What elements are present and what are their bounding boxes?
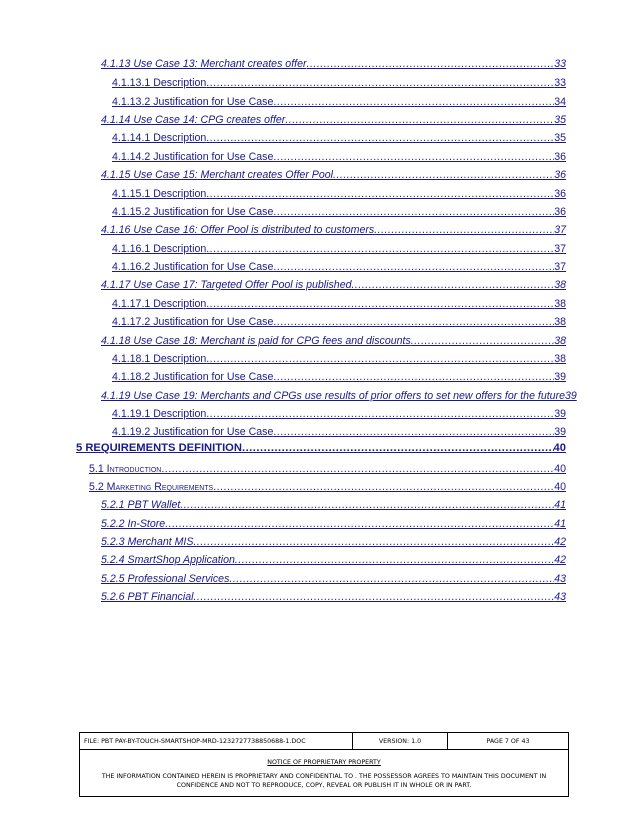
toc-dot-leader — [273, 206, 554, 219]
toc-dot-leader — [411, 335, 554, 348]
toc-dot-leader — [229, 573, 554, 586]
toc-entry-page: 36 — [554, 188, 566, 200]
toc-entry-page: 42 — [554, 554, 566, 566]
toc-entry-page: 39 — [554, 426, 566, 438]
toc-entry-page: 38 — [554, 279, 566, 291]
toc-entry[interactable] — [112, 132, 566, 145]
toc-entry-title: 5.2.2 In-Store — [101, 518, 166, 530]
toc-dot-leader — [307, 58, 555, 71]
toc-entry-page: 36 — [554, 151, 566, 163]
toc-entry[interactable] — [112, 316, 566, 329]
toc-entry-page: 39 — [565, 390, 577, 402]
toc-entry-title — [89, 481, 213, 494]
toc-dot-leader — [235, 554, 554, 567]
toc-dot-leader — [206, 353, 554, 366]
toc-dot-leader — [273, 96, 554, 109]
toc-entry-page: 40 — [554, 481, 566, 493]
toc-entry[interactable] — [101, 279, 566, 292]
toc-entry-title: 5.2.6 PBT Financial — [101, 591, 194, 603]
toc-entry-page: 38 — [554, 298, 566, 310]
toc-entry-page: 38 — [554, 353, 566, 365]
toc-dot-leader — [165, 518, 554, 531]
toc-dot-leader — [161, 463, 554, 476]
toc-entry-page: 41 — [554, 518, 566, 530]
toc-entry-page: 37 — [554, 261, 566, 273]
toc-entry[interactable] — [112, 96, 566, 109]
toc-entry[interactable] — [89, 463, 566, 476]
toc-entry[interactable] — [101, 591, 566, 604]
toc-entry[interactable] — [101, 169, 566, 182]
toc-entry[interactable] — [101, 573, 566, 586]
toc-entry-title: 4.1.19.2 Justification for Use Case — [112, 426, 274, 438]
toc-entry-title: 4.1.14 Use Case 14: CPG creates offer — [101, 114, 286, 126]
toc-entry[interactable] — [112, 298, 566, 311]
page-footer — [79, 732, 569, 797]
toc-entry[interactable] — [112, 353, 566, 366]
toc-dot-leader — [273, 371, 554, 384]
toc-entry[interactable] — [112, 408, 566, 421]
toc-entry-title: 4.1.17.2 Justification for Use Case — [112, 316, 274, 328]
toc-entry-page: 33 — [554, 58, 566, 70]
footer-info-row — [80, 733, 568, 750]
toc-entry-label: Marketing Requirements — [106, 481, 214, 493]
toc-entry[interactable] — [112, 426, 566, 439]
toc-entry-title: 4.1.14.1 Description — [112, 132, 207, 144]
toc-entry-page: 37 — [554, 243, 566, 255]
toc-entry-title: 4.1.18.1 Description — [112, 353, 207, 365]
toc-entry-title: 4.1.18 Use Case 18: Merchant is paid for CPG fees and discounts — [101, 335, 411, 347]
toc-entry[interactable] — [112, 243, 566, 256]
toc-entry-title: 4.1.13 Use Case 13: Merchant creates offer — [101, 58, 307, 70]
toc-entry-title: 5 REQUIREMENTS DEFINITION — [76, 442, 242, 454]
toc-entry-page: 41 — [554, 499, 566, 511]
toc-entry-page: 38 — [554, 316, 566, 328]
toc-dot-leader — [273, 261, 554, 274]
toc-entry-number: 5.2 — [89, 481, 107, 493]
toc-dot-leader — [193, 536, 554, 549]
toc-entry-page: 37 — [554, 224, 566, 236]
toc-entry-page: 33 — [554, 77, 566, 89]
toc-entry-title: 4.1.19 Use Case 19: Merchants and CPGs use results of prior offers to set new offers for the future — [101, 390, 565, 402]
toc-entry[interactable] — [101, 554, 566, 567]
toc-entry-page: 34 — [554, 96, 566, 108]
toc-entry[interactable] — [112, 151, 566, 164]
toc-entry[interactable] — [89, 481, 566, 494]
toc-entry-page: 36 — [554, 206, 566, 218]
toc-dot-leader — [242, 442, 554, 455]
toc-entry-title: 4.1.16.1 Description — [112, 243, 207, 255]
toc-entry-page: 40 — [553, 442, 566, 454]
toc-entry[interactable] — [76, 442, 566, 455]
toc-entry[interactable] — [101, 114, 566, 127]
toc-entry[interactable] — [101, 518, 566, 531]
toc-entry-number: 5.1 — [89, 463, 107, 475]
toc-entry[interactable] — [101, 224, 566, 237]
toc-entry-title: 5.2.5 Professional Services — [101, 573, 230, 585]
toc-entry-title: 4.1.16.2 Justification for Use Case — [112, 261, 274, 273]
toc-entry[interactable] — [112, 371, 566, 384]
toc-entry[interactable] — [112, 188, 566, 201]
toc-entry[interactable] — [101, 536, 566, 549]
toc-dot-leader — [273, 426, 554, 439]
toc-dot-leader — [374, 224, 554, 237]
toc-entry-title: 5.2.4 SmartShop Application — [101, 554, 235, 566]
toc-dot-leader — [351, 279, 554, 292]
toc-entry-title: 4.1.15 Use Case 15: Merchant creates Offer Pool — [101, 169, 334, 181]
toc-entry-title: 5.2.1 PBT Wallet — [101, 499, 181, 511]
toc-entry[interactable] — [112, 261, 566, 274]
toc-entry[interactable] — [101, 499, 566, 512]
toc-entry-page: 35 — [554, 132, 566, 144]
toc-entry-title: 4.1.19.1 Description — [112, 408, 207, 420]
toc-dot-leader — [206, 77, 554, 90]
toc-entry-page: 43 — [554, 591, 566, 603]
toc-entry[interactable] — [101, 390, 577, 403]
toc-dot-leader — [333, 169, 554, 182]
toc-dot-leader — [193, 591, 554, 604]
toc-entry-page: 35 — [554, 114, 566, 126]
toc-dot-leader — [206, 188, 554, 201]
toc-entry[interactable] — [112, 77, 566, 90]
toc-entry-title: 4.1.13.2 Justification for Use Case — [112, 96, 274, 108]
toc-entry-page: 36 — [554, 169, 566, 181]
toc-entry[interactable] — [112, 206, 566, 219]
toc-entry[interactable] — [101, 335, 566, 348]
toc-entry-title: 4.1.16 Use Case 16: Offer Pool is distributed to customers — [101, 224, 375, 236]
toc-entry-page: 42 — [554, 536, 566, 548]
footer-notice-body: THE INFORMATION CONTAINED HEREIN IS PROPRIETARY AND CONFIDENTIAL TO . THE POSSESSOR AGREES TO MAINTAIN THIS DOCUMENT IN CONFIDENCE AND NOT TO REPRODUCE, COPY, REVEAL OR PUBLISH IT IN WHOLE OR IN PART. — [101, 773, 547, 789]
toc-entry-title: 4.1.18.2 Justification for Use Case — [112, 371, 274, 383]
toc-entry-title: 4.1.15.2 Justification for Use Case — [112, 206, 274, 218]
toc-entry-page: 40 — [554, 463, 566, 475]
toc-entry-page: 38 — [554, 335, 566, 347]
toc-entry-title: 4.1.13.1 Description — [112, 77, 207, 89]
toc-dot-leader — [206, 298, 554, 311]
toc-entry[interactable] — [101, 58, 566, 71]
toc-dot-leader — [180, 499, 554, 512]
toc-dot-leader — [213, 481, 554, 494]
toc-dot-leader — [273, 316, 554, 329]
footer-version: VERSION: 1.0 — [352, 733, 447, 749]
footer-file-name: FILE: PBT PAY-BY-TOUCH-SMARTSHOP-MRD-1232727738850688-1.DOC — [84, 737, 306, 745]
toc-entry-page: 39 — [554, 371, 566, 383]
footer-notice-title: NOTICE OF PROPRIETARY PROPERTY — [267, 759, 381, 766]
toc-entry-title: 4.1.17 Use Case 17: Targeted Offer Pool is published — [101, 279, 352, 291]
toc-dot-leader — [273, 151, 554, 164]
toc-entry-page: 39 — [554, 408, 566, 420]
toc-entry-page: 43 — [554, 573, 566, 585]
toc-entry-title: 4.1.15.1 Description — [112, 188, 207, 200]
toc-entry-title: 4.1.17.1 Description — [112, 298, 207, 310]
footer-page-number: PAGE 7 OF 43 — [447, 733, 568, 749]
toc-dot-leader — [206, 408, 554, 421]
toc-dot-leader — [206, 132, 554, 145]
toc-entry-title: 4.1.14.2 Justification for Use Case — [112, 151, 274, 163]
toc-entry-title: 5.2.3 Merchant MIS — [101, 536, 194, 548]
toc-entry-label: Introduction — [106, 463, 162, 475]
toc-dot-leader — [206, 243, 554, 256]
toc-dot-leader — [285, 114, 554, 127]
toc-entry-title — [89, 463, 161, 476]
